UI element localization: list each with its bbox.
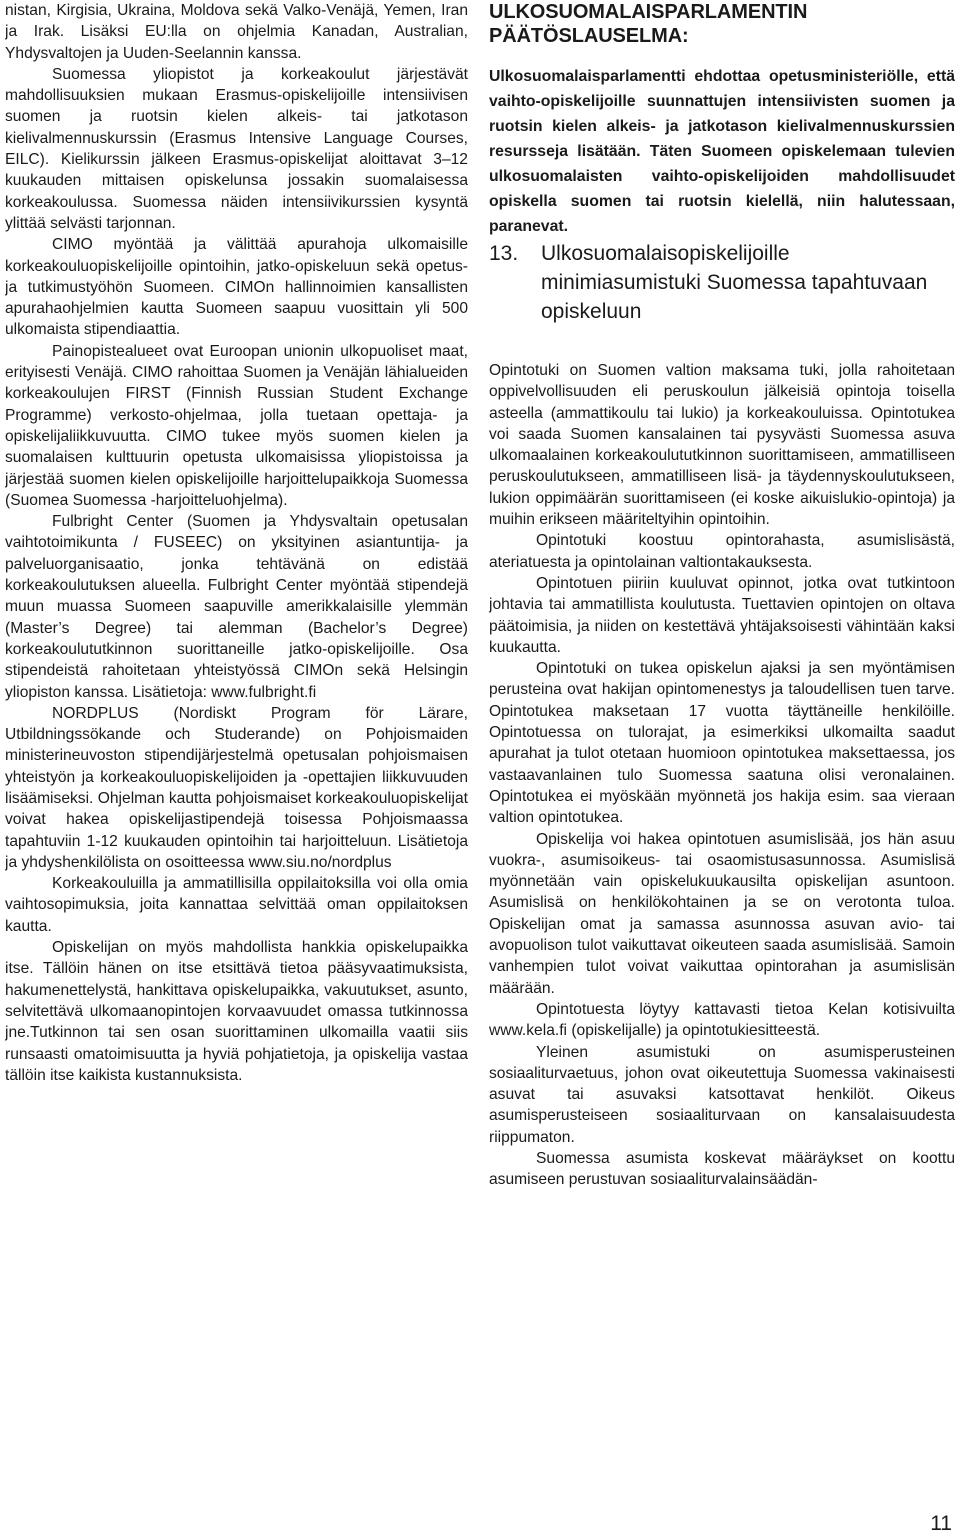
right-column [489, 0, 955, 1510]
page-number: 11 [930, 1512, 952, 1535]
body-paragraph: CIMO myöntää ja välittää apurahoja ulkomaisille korkeakouluopiskelijoille opintoihin, jatko-opiskeluun sekä opetus- ja tutkimustyöhön Suomeen. CIMOn hallinnoimien kansallisten apurahaohjelmien kautta Suomeen saapuu vuosittain yli 500 ulkomaista stipendiaattia. [5, 236, 468, 339]
resolution-heading: ULKOSUOMALAISPARLAMENTIN PÄÄTÖSLAUSELMA: [489, 1, 808, 47]
resolution-text: Ulkosuomalaisparlamentti ehdottaa opetusministeriölle, että vaihto-opiskelijoille suunnattujen intensiivisten suomen ja ruotsin kielen alkeis- ja jatkotason kielivalmennuskurssien resursseja lisätään. Täten Suomeen opiskelemaan tulevien ulkosuomalaisten vaihto-opiskelijoiden mahdollisuudet opiskella suomen tai ruotsin kielellä, niin halutessaan, paranevat. [489, 68, 955, 235]
section-number: 13. [489, 242, 519, 265]
section-title: Ulkosuomalaisopiskelijoille minimiasumistuki Suomessa tapahtuvaan opiskeluun [541, 242, 928, 323]
body-paragraph: Suomessa asumista koskevat määräykset on koottu asumiseen perustuvan sosiaaliturvalainsäädän- [489, 1149, 955, 1189]
body-paragraph: Opintotuesta löytyy kattavasti tietoa Kelan kotisivuilta www.kela.fi (opiskelijalle) ja opintotukiesitteestä. [489, 1000, 955, 1040]
left-column [5, 0, 468, 1510]
body-paragraph: Opintotuki on tukea opiskelun ajaksi ja sen myöntämisen perusteina ovat hakijan opintomenestys ja taloudellisen tuen tarve. Opintotukea maksetaan 17 vuotta täyttäneille henkilöille. Opintotuessa on tulorajat, ja esimerkiksi ulkomailta saadut apurahat ja tulot otetaan huomioon opintotukea maksettaessa, jos vastaavanlainen tulo Suomessa saatuna olisi veronalainen. Opintotukea ei myöskään myönnetä jos hakija esim. saa vieraan valtion opintotukea. [489, 660, 955, 827]
body-paragraph: Opintotuki on Suomen valtion maksama tuki, jolla rahoitetaan oppivelvollisuuden eli peruskoulun jälkeisiä opintoja toisella asteella (ammattikoulu tai lukio) ja korkeakouluissa. Opintotukea voi saada Suomen kansalainen tai pysyvästi Suomessa asuva ulkomaalainen korkeakoulututkinnon suorittamiseen, ammatilliseen peruskoulutukseen, ammatilliseen lisä- ja täydennyskoulutukseen, lukion oppimäärän suorittamiseen (ei koske aikuislukio-opintoja) ja muihin erikseen määriteltyihin opintoihin. [489, 362, 955, 529]
body-paragraph: Fulbright Center (Suomen ja Yhdysvaltain opetusalan vaihtotoimikunta / FUSEEC) on yksityinen asiantuntija- ja palveluorganisaatio, jonka tehtävänä on edistää korkeakoulutuksen alueella. Fulbright Center myöntää stipendejä muun muassa Suomeen saapuville amerikkalaisille ylemmän (Master’s Degree) tai alemman (Bachelor’s Degree) korkeakoulututkinnon suorittaneille jatko-opiskelijoille. Osa stipendeistä rahoitetaan yhteistyössä CIMOn sekä Helsingin yliopiston kanssa. Lisätietoja: www.fulbright.fi [5, 513, 468, 701]
section-heading [489, 239, 955, 326]
body-paragraph: nistan, Kirgisia, Ukraina, Moldova sekä Valko-Venäjä, Yemen, Iran ja Irak. Lisäksi EU:lla on ohjelmia Kanadan, Australian, Yhdysvaltojen ja Uuden-Seelannin kanssa. [5, 2, 468, 62]
body-paragraph: Painopistealueet ovat Euroopan unionin ulkopuoliset maat, erityisesti Venäjä. CIMO rahoittaa Suomen ja Venäjän lähialueiden korkeakoulujen FIRST (Finnish Russian Student Exchange Programme) verkosto-ohjelmaa, jolla tuetaan opettaja- ja opiskelijaliikkuvuutta. CIMO tukee myös suomen kielen ja suomalaisen kulttuurin opetusta ulkomaisissa yliopistoissa ja järjestää suomen kielen opiskelijoille harjoittelupaikkoja Suomessa (Suomea Suomessa -harjoitteluohjelma). [5, 342, 468, 509]
body-paragraph: Opiskelija voi hakea opintotuen asumislisää, jos hän asuu vuokra-, asumisoikeus- tai osaomistusasunnossa. Asumislisä myönnetään vain opiskelukuukausilta opiskelijan asuntoon. Asumislisä on henkilökohtainen ja se on verotonta tuloa. Opiskelijan omat ja samassa asunnossa asuvan avio- tai avopuolison tulot vaikuttavat oikeuteen saada asumislisää. Samoin vanhempien tulot voivat vaikuttaa opintorahan ja asumislisän määrään. [489, 830, 955, 997]
body-paragraph: NORDPLUS (Nordiskt Program för Lärare, Utbildningssökande och Studerande) on Pohjoismaiden ministerineuvoston stipendijärjestelmä opetusalan pohjoismaisen yhteistyön ja korkeakouluopiskelijoiden ja -opettajien liikkuvuuden lisäämiseksi. Ohjelman kautta pohjoismaiset korkeakouluopiskelijat voivat hakea opiskelijastipendejä toisessa Pohjoismaassa tapahtuviin 1-12 kuukauden opintoihin tai harjoitteluun. Lisätietoja ja yhdyshenkilölista on osoitteessa www.siu.no/nordplus [5, 704, 468, 871]
body-paragraph: Yleinen asumistuki on asumisperusteinen sosiaaliturvaetuus, johon ovat oikeutettuja Suomessa vakinaisesti asuvat tai asuvaksi katsottavat henkilöt. Oikeus asumisperusteiseen sosiaaliturvaan on kansalaisuudesta riippumaton. [489, 1043, 955, 1146]
body-paragraph: Opintotuki koostuu opintorahasta, asumislisästä, ateriatuesta ja opintolainan valtiontakauksesta. [489, 532, 955, 571]
body-paragraph: Opiskelijan on myös mahdollista hankkia opiskelupaikka itse. Tällöin hänen on itse etsittävä tietoa pääsyvaatimuksista, hakumenettelystä, hankittava opiskelupaikka, vakuutukset, asunto, selvitettävä ulkomaanopintojen korvaavuudet omassa tutkinnossa jne.Tutkinnon tai sen osan suorittaminen ulkomailla vaatii siis runsaasti omatoimisuutta ja hyviä pohjatietoja, ja opiskelija vastaa tällöin itse kaikista kustannuksista. [5, 939, 468, 1084]
body-paragraph: Suomessa yliopistot ja korkeakoulut järjestävät mahdollisuuksien mukaan Erasmus-opiskelijoille intensiivisen suomen ja ruotsin kielen alkeis- tai jatkotason kielivalmennuskurssin (Erasmus Intensive Language Courses, EILC). Kielikurssin jälkeen Erasmus-opiskelijat aloittavat 3–12 kuukauden mittaisen opiskelunsa jossakin suomalaisessa korkeakoulussa. Suomessa näiden intensiivikurssien kysyntä ylittää selvästi tarjonnan. [5, 65, 468, 232]
body-paragraph: Korkeakouluilla ja ammatillisilla oppilaitoksilla voi olla omia vaihtosopimuksia, joita kannattaa selvittää oman oppilaitoksen kautta. [5, 875, 468, 935]
body-paragraph: Opintotuen piiriin kuuluvat opinnot, jotka ovat tutkintoon johtavia tai ammatillista koulutusta. Tuettavien opintojen on oltava päätoimisia, ja niiden on kestettävä yhtäjaksoisesti vähintään kaksi kuukautta. [489, 574, 955, 656]
